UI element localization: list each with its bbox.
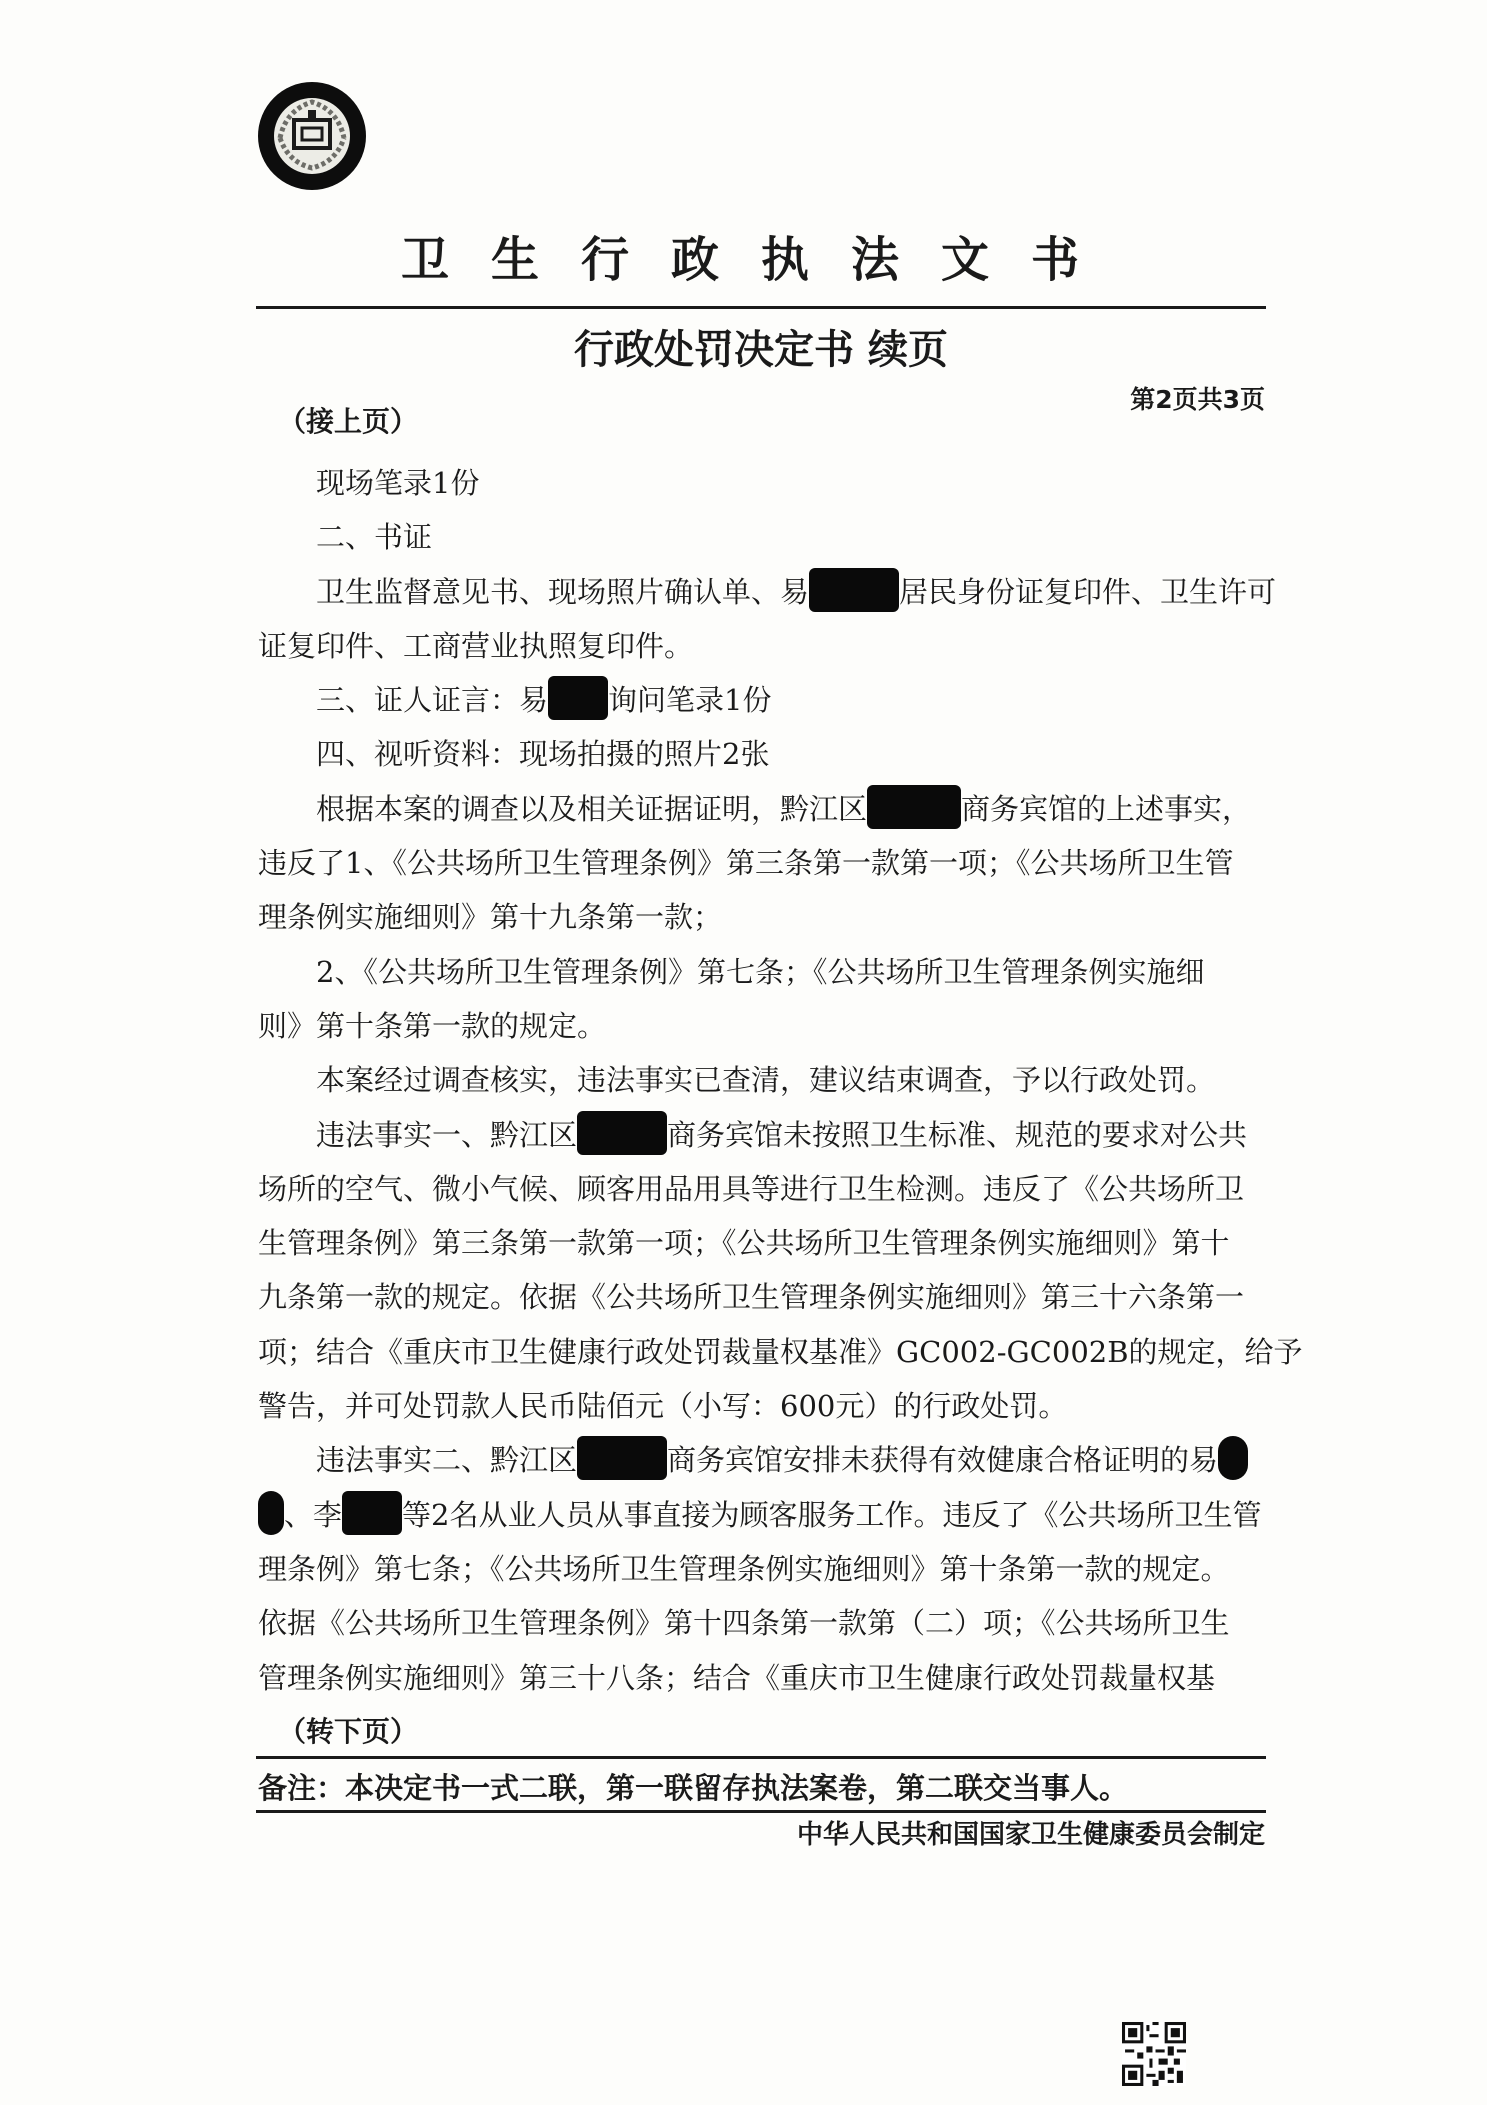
text-line (258, 1270, 1266, 1324)
text-line (258, 1542, 1266, 1596)
text-line (258, 673, 1266, 727)
text-segment: 三、证人证言：易 (316, 683, 549, 718)
continued-from-label: （接上页） (278, 405, 419, 438)
text-line (258, 945, 1266, 999)
text-segment: 九条第一款的规定。依据《公共场所卫生管理条例实施细则》第三十六条第一 (258, 1280, 1245, 1315)
text-line (258, 999, 1266, 1053)
text-line (258, 565, 1277, 619)
text-segment: 居民身份证复印件、卫生许可 (899, 574, 1277, 609)
text-segment: 商务宾馆安排未获得有效健康合格证明的易 (667, 1443, 1219, 1478)
text-segment: 商务宾馆的上述事实， (961, 791, 1252, 826)
text-segment: 等2名从业人员从事直接为顾客服务工作。违反了《公共场所卫生管 (402, 1497, 1262, 1532)
text-line (258, 510, 1266, 564)
text-line (258, 1216, 1266, 1270)
text-segment: 则》第十条第一款的规定。 (258, 1008, 607, 1043)
text-segment: 违法事实一、黔江区 (316, 1117, 578, 1152)
issuer-line: 中华人民共和国国家卫生健康委员会制定 (796, 1820, 1265, 1850)
redaction-mark (342, 1491, 402, 1535)
text-line (258, 1162, 1266, 1216)
document-body (258, 456, 1303, 1705)
redaction-mark (548, 676, 608, 720)
text-segment: 管理条例实施细则》第三十八条；结合《重庆市卫生健康行政处罚裁量权基 (258, 1660, 1216, 1695)
text-segment: 根据本案的调查以及相关证据证明，黔江区 (316, 791, 868, 826)
text-segment: 项；结合《重庆市卫生健康行政处罚裁量权基准》GC002-GC002B的规定，给予 (258, 1334, 1303, 1369)
text-line (258, 1325, 1303, 1379)
text-segment: 询问笔录1份 (608, 683, 772, 718)
footer-divider-top (256, 1756, 1266, 1759)
text-line (258, 890, 1266, 944)
footer-divider-bottom (256, 1810, 1266, 1813)
text-segment: 二、书证 (316, 520, 433, 555)
text-segment: 商务宾馆未按照卫生标准、规范的要求对公共 (667, 1117, 1248, 1152)
page-number: 第2页共3页 (1130, 385, 1265, 414)
text-segment: 理条例》第七条；《公共场所卫生管理条例实施细则》第十条第一款的规定。 (258, 1551, 1230, 1586)
text-segment: 卫生监督意见书、现场照片确认单、易 (316, 574, 810, 609)
text-line (258, 1488, 1266, 1542)
text-line (258, 1379, 1266, 1433)
text-segment: 违反了1、《公共场所卫生管理条例》第三条第一款第一项；《公共场所卫生管 (258, 846, 1234, 881)
redaction-mark (577, 1111, 667, 1155)
text-segment: 证复印件、工商营业执照复印件。 (258, 628, 694, 663)
text-segment: 依据《公共场所卫生管理条例》第十四条第一款第（二）项；《公共场所卫生 (258, 1606, 1230, 1641)
redaction-mark (577, 1436, 667, 1480)
redaction-mark (809, 568, 899, 612)
text-segment: 本案经过调查核实，违法事实已查清，建议结束调查，予以行政处罚。 (316, 1063, 1216, 1098)
remarks-note: 备注：本决定书一式二联，第一联留存执法案卷，第二联交当事人。 (258, 1771, 1129, 1805)
text-line (258, 1433, 1266, 1487)
text-segment: 场所的空气、微小气候、顾客用品用具等进行卫生检测。违反了《公共场所卫 (258, 1171, 1245, 1206)
text-line (258, 1053, 1266, 1107)
header-divider (256, 306, 1266, 309)
text-segment: 四、视听资料：现场拍摄的照片2张 (316, 737, 770, 772)
text-segment: 生管理条例》第三条第一款第一项；《公共场所卫生管理条例实施细则》第十 (258, 1226, 1230, 1261)
text-segment: 警告，并可处罚款人民币陆佰元（小写：600元）的行政处罚。 (258, 1389, 1068, 1424)
document-category-title: 卫生行政执法文书 (400, 232, 1121, 288)
text-segment: 理条例实施细则》第十九条第一款； (258, 900, 723, 935)
text-segment: 违法事实二、黔江区 (316, 1443, 578, 1478)
continued-to-label: （转下页） (278, 1715, 419, 1748)
text-segment: 2、《公共场所卫生管理条例》第七条；《公共场所卫生管理条例实施细 (316, 954, 1205, 989)
text-line (258, 619, 1266, 673)
text-line (258, 1596, 1266, 1650)
emblem-seal-icon (256, 80, 368, 192)
text-line (258, 1108, 1266, 1162)
text-line (258, 727, 1266, 781)
text-segment: 、李 (284, 1497, 343, 1532)
redaction-mark (1218, 1436, 1248, 1480)
text-line (258, 836, 1266, 890)
text-line (258, 1651, 1266, 1705)
text-line (258, 456, 1266, 510)
qr-code-icon (1122, 2022, 1186, 2086)
redaction-mark (258, 1491, 284, 1535)
text-line (258, 782, 1266, 836)
document-subtitle: 行政处罚决定书 续页 (574, 327, 948, 373)
redaction-mark (867, 785, 961, 829)
text-segment: 现场笔录1份 (316, 466, 480, 500)
